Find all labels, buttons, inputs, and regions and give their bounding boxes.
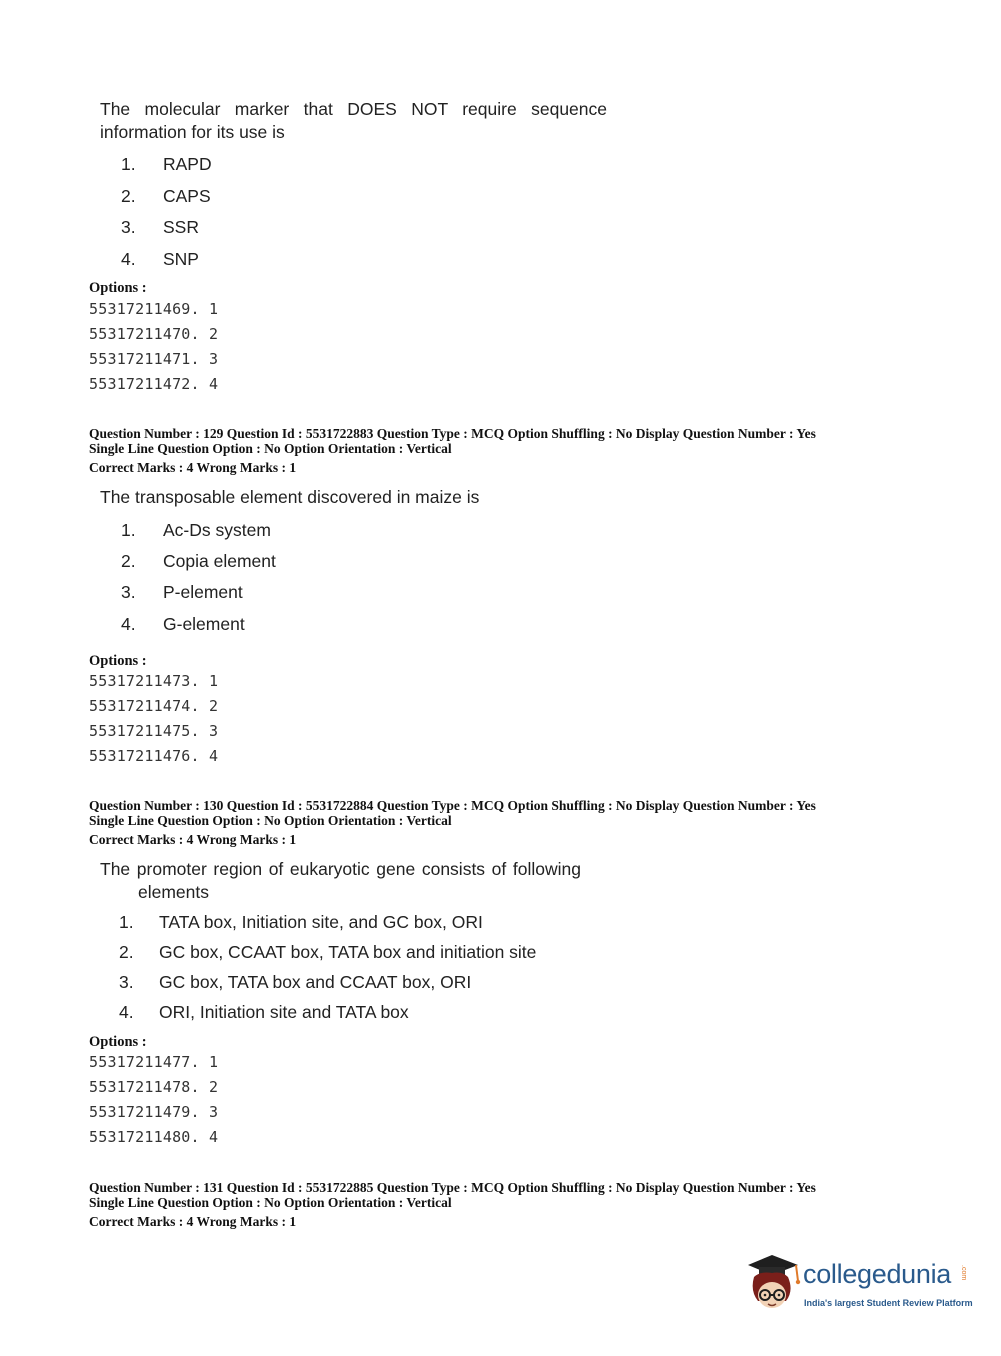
q130-options-label: Options : bbox=[89, 1034, 147, 1050]
q130-stem-line1: The promoter region of eukaryotic gene consists of following bbox=[100, 859, 581, 879]
logo-suffix: .com bbox=[960, 1265, 967, 1281]
q130-stem bbox=[100, 858, 581, 904]
q128-option-2: 55317211470. 2 bbox=[89, 325, 219, 343]
q130-stem-line2: elements bbox=[138, 882, 210, 902]
q128-option-1: 55317211469. 1 bbox=[89, 300, 219, 318]
q130-option-1: 55317211477. 1 bbox=[89, 1053, 219, 1071]
q130-meta-line1: Question Number : 130 Question Id : 5531722884 Question Type : MCQ Option Shuffling : No Display Question Number : Yes bbox=[89, 798, 816, 813]
q129-stem: The transposable element discovered in maize is bbox=[100, 487, 480, 507]
q128-stem-line2: information for its use is bbox=[100, 122, 285, 142]
logo-tagline: India's largest Student Review Platform bbox=[804, 1298, 973, 1308]
q130-option-4: 55317211480. 4 bbox=[89, 1128, 219, 1146]
q129-option-4: 55317211476. 4 bbox=[89, 747, 219, 765]
q130-option-2: 55317211478. 2 bbox=[89, 1078, 219, 1096]
q131-meta bbox=[89, 1180, 816, 1229]
q128-stem-line1: The molecular marker that DOES NOT require sequence bbox=[100, 99, 607, 119]
q130-marks: Correct Marks : 4 Wrong Marks : 1 bbox=[89, 832, 297, 847]
logo-wordmark: collegedunia bbox=[803, 1259, 952, 1289]
q131-marks: Correct Marks : 4 Wrong Marks : 1 bbox=[89, 1214, 297, 1229]
q129-meta-line1: Question Number : 129 Question Id : 5531722883 Question Type : MCQ Option Shuffling : No Display Question Number : Yes bbox=[89, 426, 816, 441]
q129-options-label: Options : bbox=[89, 653, 147, 669]
q130-option-3: 55317211479. 3 bbox=[89, 1103, 219, 1121]
q129-option-3: 55317211475. 3 bbox=[89, 722, 219, 740]
q129-meta-line2: Single Line Question Option : No Option Orientation : Vertical bbox=[89, 441, 452, 456]
q128-stem bbox=[100, 98, 607, 144]
q131-meta-line2: Single Line Question Option : No Option Orientation : Vertical bbox=[89, 1195, 452, 1210]
q128-options-label: Options : bbox=[89, 280, 147, 296]
q129-marks: Correct Marks : 4 Wrong Marks : 1 bbox=[89, 460, 297, 475]
q131-meta-line1: Question Number : 131 Question Id : 5531722885 Question Type : MCQ Option Shuffling : No Display Question Number : Yes bbox=[89, 1180, 816, 1195]
student-mascot-icon bbox=[742, 1251, 802, 1315]
q128-option-4: 55317211472. 4 bbox=[89, 375, 219, 393]
q128-option-3: 55317211471. 3 bbox=[89, 350, 219, 368]
q129-option-1: 55317211473. 1 bbox=[89, 672, 219, 690]
q130-meta bbox=[89, 798, 816, 847]
q129-option-2: 55317211474. 2 bbox=[89, 697, 219, 715]
collegedunia-logo bbox=[742, 1251, 972, 1315]
q130-meta-line2: Single Line Question Option : No Option Orientation : Vertical bbox=[89, 813, 452, 828]
q129-meta bbox=[89, 426, 816, 475]
